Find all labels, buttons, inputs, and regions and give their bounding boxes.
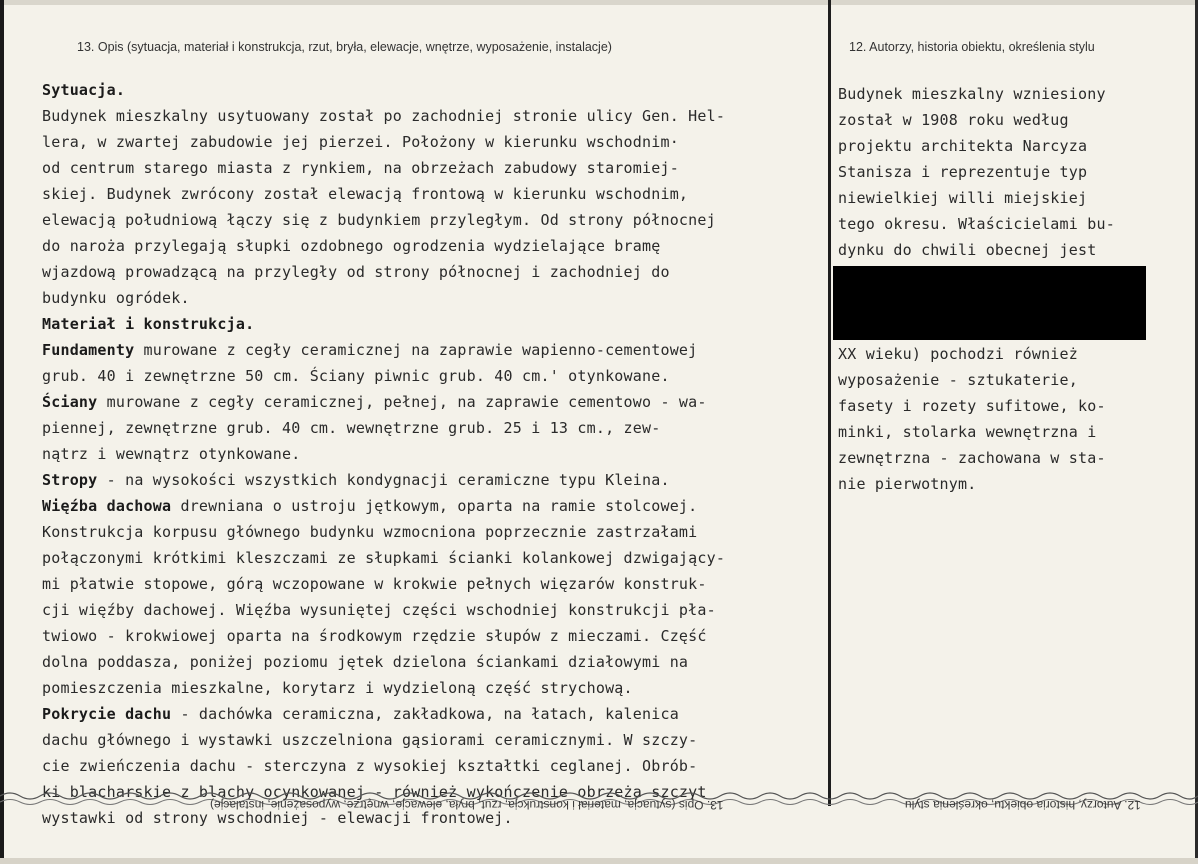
description-line <box>42 311 812 337</box>
history-line <box>838 393 1143 419</box>
description-line <box>42 519 812 545</box>
description-line <box>42 415 812 441</box>
history-line <box>838 471 1143 497</box>
line-text: Budynek mieszkalny usytuowany został po zachodniej stronie ulicy Gen. Hel- <box>42 107 726 125</box>
line-text: wjazdową prowadzącą na przyległy od strony północnej i zachodniej do <box>42 263 670 281</box>
line-text: XX wieku) pochodzi również <box>838 345 1078 363</box>
line-text: mi płatwie stopowe, górą wczopowane w krokwie pełnych więzarów konstruk- <box>42 575 707 593</box>
section-12-header: 12. Autorzy, historia obiektu, określenia stylu <box>849 40 1095 54</box>
line-text: został w 1908 roku według <box>838 111 1069 129</box>
section-heading: Stropy <box>42 471 98 489</box>
history-line <box>838 445 1143 471</box>
column-divider <box>828 0 831 806</box>
description-line <box>42 571 812 597</box>
line-text: wystawki od strony wschodniej - elewacji frontowej. <box>42 809 513 827</box>
line-text: Budynek mieszkalny wzniesiony <box>838 85 1106 103</box>
line-text: murowane z cegły ceramicznej na zaprawie wapienno-cementowej <box>134 341 698 359</box>
line-text: dynku do chwili obecnej jest <box>838 241 1097 259</box>
line-text: Stanisza i reprezentuje typ <box>838 163 1088 181</box>
line-text: - dachówka ceramiczna, zakładkowa, na łatach, kalenica <box>171 705 679 723</box>
mirrored-header-bleed <box>0 790 1198 814</box>
line-text: minki, stolarka wewnętrzna i <box>838 423 1097 441</box>
line-text: elewacją południową łączy się z budynkiem przyległym. Od strony północnej <box>42 211 716 229</box>
line-text: pomieszczenia mieszkalne, korytarz i wydzieloną część strychową. <box>42 679 633 697</box>
line-text: ki blacharskie z blachy ocynkowanej - również wykończenie obrzeża szczyt <box>42 783 707 801</box>
description-column <box>42 77 812 831</box>
description-line <box>42 155 812 181</box>
line-text: lera, w zwartej zabudowie jej pierzei. Położony w kierunku wschodnim· <box>42 133 679 151</box>
line-text: dolna poddasza, poniżej poziomu jętek dzielona ściankami działowymi na <box>42 653 689 671</box>
line-text: nie pierwotnym. <box>838 475 977 493</box>
redaction-block <box>833 266 1146 340</box>
description-line <box>42 493 812 519</box>
mirrored-right-header: 12. Autorzy, historia obiektu, określenia stylu <box>905 798 1141 812</box>
description-line <box>42 545 812 571</box>
line-text: do naroża przylegają słupki ozdobnego ogrodzenia wydzielające bramę <box>42 237 661 255</box>
description-line <box>42 753 812 779</box>
line-text: twiowo - krokwiowej oparta na środkowym rzędzie słupów z mieczami. Część <box>42 627 707 645</box>
section-heading: Materiał i konstrukcja. <box>42 315 255 333</box>
line-text: murowane z cegły ceramicznej, pełnej, na zaprawie cementowo - wa- <box>97 393 707 411</box>
description-line <box>42 77 812 103</box>
history-line <box>838 367 1143 393</box>
section-heading: Ściany <box>42 393 98 411</box>
description-line <box>42 103 812 129</box>
history-line <box>838 133 1143 159</box>
description-line <box>42 259 812 285</box>
line-text: cie zwieńczenia dachu - sterczyna z wysokiej kształtki ceglanej. Obrób- <box>42 757 698 775</box>
description-line <box>42 181 812 207</box>
line-text: drewniana o ustroju jętkowym, oparta na ramie stolcowej. <box>171 497 698 515</box>
line-text: od centrum starego miasta z rynkiem, na obrzeżach zabudowy staromiej- <box>42 159 679 177</box>
line-text: projektu architekta Narcyza <box>838 137 1088 155</box>
description-line <box>42 285 812 311</box>
line-text: - na wysokości wszystkich kondygnacji ceramiczne typu Kleina. <box>97 471 670 489</box>
line-text: cji więźby dachowej. Więźba wysuniętej części wschodniej konstrukcji pła- <box>42 601 716 619</box>
history-line <box>838 237 1143 263</box>
description-line <box>42 467 812 493</box>
line-text: fasety i rozety sufitowe, ko- <box>838 397 1106 415</box>
mirrored-left-header: 13. Opis (sytuacja, materiał i konstrukcja, rzut, bryła, elewacje, wnętrze, wyposażenie, instalacje) <box>210 798 724 812</box>
line-text: nątrz i wewnątrz otynkowane. <box>42 445 301 463</box>
line-text: tego okresu. Właścicielami bu- <box>838 215 1115 233</box>
line-text: skiej. Budynek zwrócony został elewacją frontową w kierunku wschodnim, <box>42 185 689 203</box>
description-line <box>42 389 812 415</box>
description-line <box>42 207 812 233</box>
history-line <box>838 419 1143 445</box>
bottom-edge <box>0 858 1198 864</box>
history-line <box>838 159 1143 185</box>
history-line <box>838 81 1143 107</box>
left-edge <box>0 0 4 864</box>
line-text: grub. 40 i zewnętrzne 50 cm. Ściany piwnic grub. 40 cm.' otynkowane. <box>42 367 670 385</box>
description-line <box>42 233 812 259</box>
line-text: zewnętrzna - zachowana w sta- <box>838 449 1106 467</box>
description-line <box>42 337 812 363</box>
history-line <box>838 107 1143 133</box>
description-line <box>42 701 812 727</box>
section-13-header: 13. Opis (sytuacja, materiał i konstrukcja, rzut, bryła, elewacje, wnętrze, wyposażenie, instalacje) <box>77 40 612 54</box>
description-line <box>42 129 812 155</box>
section-heading: Sytuacja. <box>42 81 126 99</box>
line-text: piennej, zewnętrzne grub. 40 cm. wewnętrzne grub. 25 i 13 cm., zew- <box>42 419 661 437</box>
line-text: budynku ogródek. <box>42 289 190 307</box>
section-heading: Pokrycie dachu <box>42 705 172 723</box>
top-edge <box>0 0 1198 5</box>
section-heading: Więźba dachowa <box>42 497 172 515</box>
history-line <box>838 341 1143 367</box>
description-line <box>42 649 812 675</box>
line-text: dachu głównego i wystawki uszczelniona gąsiorami ceramicznymi. W szczy- <box>42 731 698 749</box>
history-line <box>838 211 1143 237</box>
description-line <box>42 727 812 753</box>
description-line <box>42 675 812 701</box>
line-text: niewielkiej willi miejskiej <box>838 189 1088 207</box>
description-line <box>42 363 812 389</box>
description-line <box>42 441 812 467</box>
section-heading: Fundamenty <box>42 341 135 359</box>
description-line <box>42 597 812 623</box>
history-line <box>838 185 1143 211</box>
line-text: wyposażenie - sztukaterie, <box>838 371 1078 389</box>
line-text: połączonymi krótkimi kleszczami ze słupkami ścianki kolankowej dzwigający- <box>42 549 726 567</box>
description-line <box>42 623 812 649</box>
line-text: Konstrukcja korpusu głównego budynku wzmocniona poprzecznie zastrzałami <box>42 523 698 541</box>
